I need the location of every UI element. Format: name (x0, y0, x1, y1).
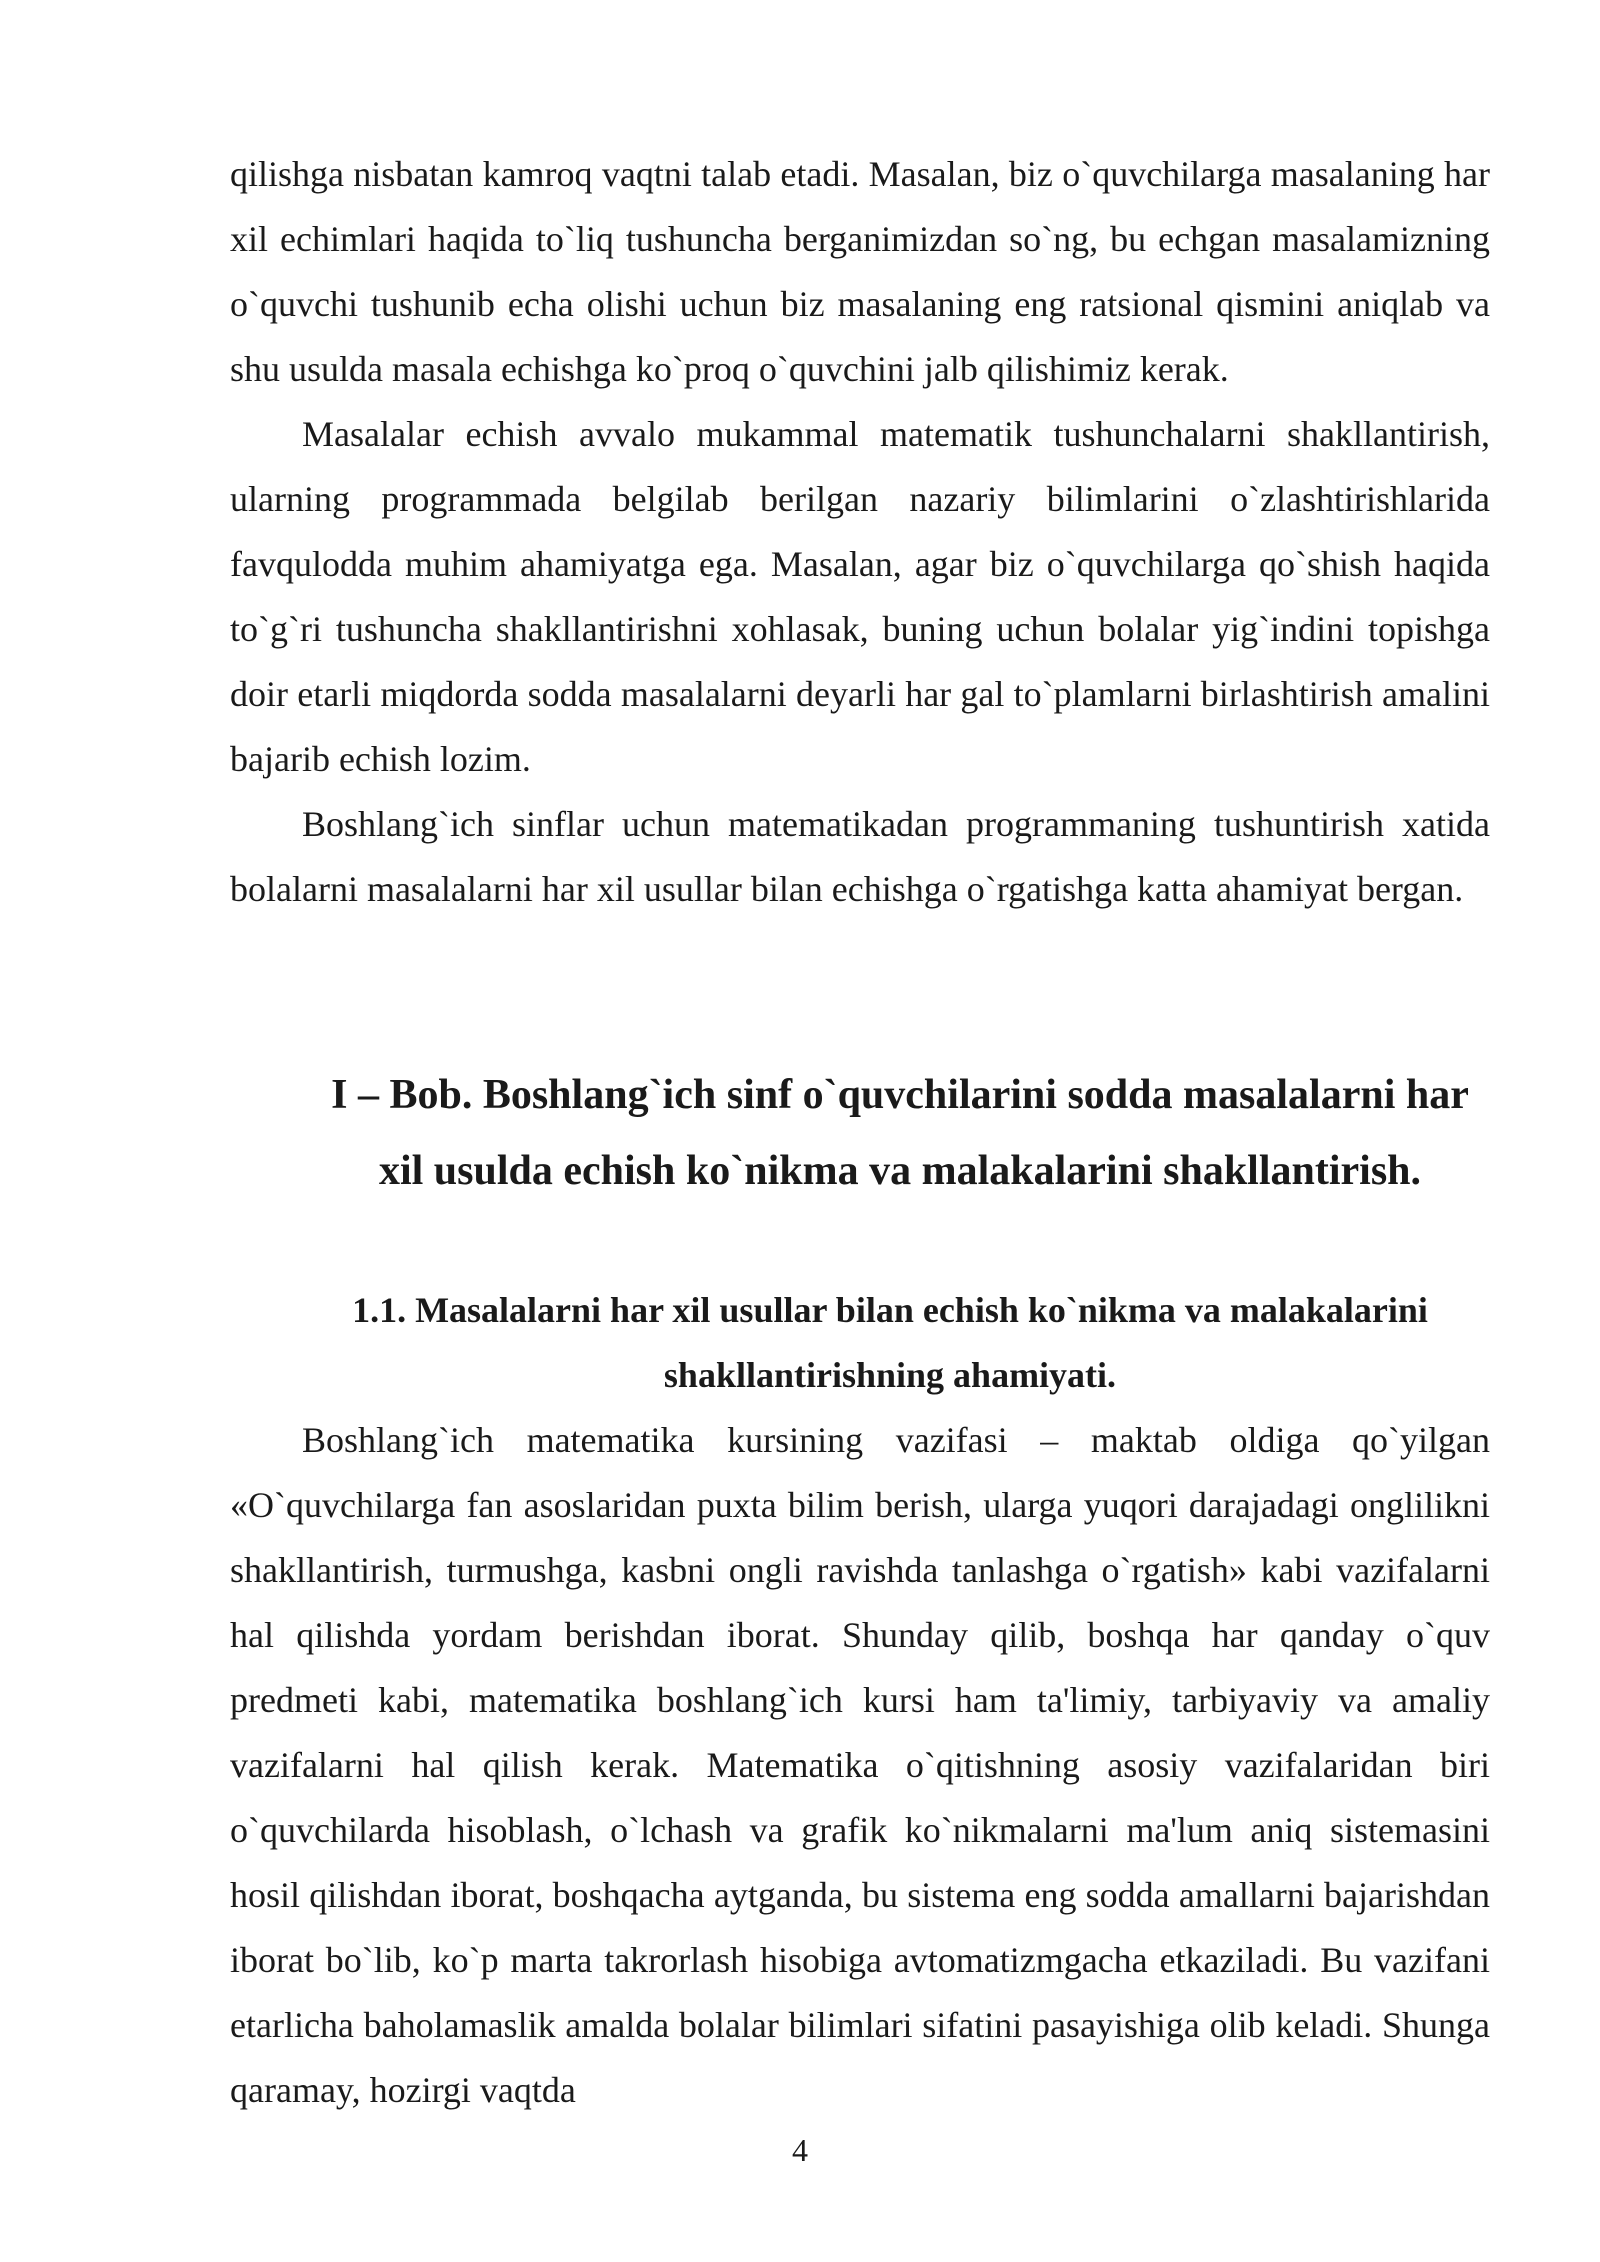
paragraph: Masalalar echish avvalo mukammal matematik tushunchalarni shakllantirish, ularning programmada belgilab berilgan nazariy bilimlarini o`zlashtirishlarida favqulodda muhim ahamiyatga ega. Masalan, agar biz o`quvchilarga qo`shish haqida to`g`ri tushuncha shakllantirishni xohlasak, buning uchun bolalar yig`indini topishga doir etarli miqdorda sodda masalalarni deyarli har gal to`plamlarni birlashtirish amalini bajarib echish lozim. (230, 414, 1490, 779)
paragraph: qilishga nisbatan kamroq vaqtni talab etadi. Masalan, biz o`quvchilarga masalaning har xil echimlari haqida to`liq tushuncha berganimizdan so`ng, bu echgan masalamizning o`quvchi tushunib echa olishi uchun biz masalaning eng ratsional qismini aniqlab va shu usulda masala echishga ko`proq o`quvchini jalb qilishimiz kerak. (230, 154, 1490, 389)
paragraph: Boshlang`ich sinflar uchun matematikadan programmaning tushuntirish xatida bolalarni masalalarni har xil usullar bilan echishga o`rgatishga katta ahamiyat bergan. (230, 804, 1490, 909)
paragraph: Boshlang`ich matematika kursining vazifasi – maktab oldiga qo`yilgan «O`quvchilarga fan asoslaridan puxta bilim berish, ularga yuqori darajadagi onglilikni shakllantirish, turmushga, kasbni ongli ravishda tanlashga o`rgatish» kabi vazifalarni hal qilishda yordam berishdan iborat. Shunday qilib, boshqa har qanday o`quv predmeti kabi, matematika boshlang`ich kursi ham ta'limiy, tarbiyaviy va amaliy vazifalarni hal qilish kerak. Matematika o`qitishning asosiy vazifalaridan biri o`quvchilarda hisoblash, o`lchash va grafik ko`nikmalarni ma'lum aniq sistemasini hosil qilishdan iborat, boshqacha aytganda, bu sistema eng sodda amallarni bajarishdan iborat bo`lib, ko`p marta takrorlash hisobiga avtomatizmgacha etkaziladi. Bu vazifani etarlicha baholamaslik amalda bolalar bilimlari sifatini pasayishiga olib keladi. Shunga qaramay, hozirgi vaqtda (230, 1420, 1490, 2110)
body-text-top (230, 142, 1490, 922)
body-text-bottom (230, 1408, 1490, 2123)
section-heading: 1.1. Masalalarni har xil usullar bilan echish ko`nikma va malakalarini shakllantirishning ahamiyati. (352, 1290, 1428, 1395)
chapter-heading: I – Bob. Boshlang`ich sinf o`quvchilarini sodda masalalarni har xil usulda echish ko`nikma va malakalarini shakllantirish. (331, 1072, 1469, 1194)
page-number: 4 (792, 2132, 808, 2168)
